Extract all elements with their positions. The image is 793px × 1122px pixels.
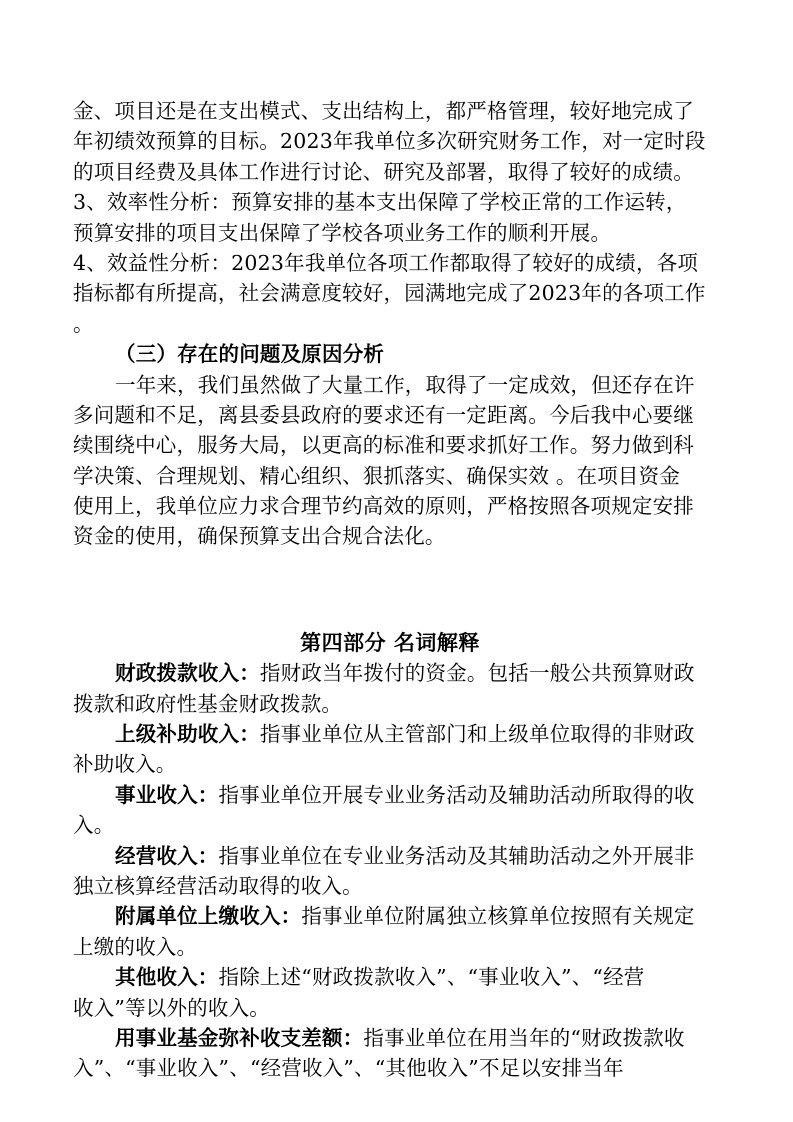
glossary-entry <box>73 780 715 841</box>
glossary-entry <box>73 1023 715 1084</box>
text-line: 年初绩效预算的目标。2023年我单位多次研究财务工作，对一定时段 <box>73 129 706 154</box>
text-line: 指标都有所提高，社会满意度较好，园满地完成了2023年的各项工作 <box>73 281 706 306</box>
glossary-definition: 指事业单位开展专业业务活动及辅助活动所取得的收 <box>218 782 695 807</box>
text-line: 多问题和不足，离县委县政府的要求还有一定距离。今后我中心要继 <box>73 402 694 427</box>
glossary-entry <box>73 901 715 962</box>
text-line: 的项目经费及具体工作进行讨论、研究及部署，取得了较好的成绩。 <box>73 159 694 184</box>
text-line: 预算安排的项目支出保障了学校各项业务工作的顺利开展。 <box>73 220 612 245</box>
text-line: 使用上，我单位应力求合理节约高效的原则，严格按照各项规定安排 <box>73 494 694 519</box>
section-heading: （三）存在的问题及原因分析 <box>115 342 385 367</box>
part-title: 第四部分 名词解释 <box>300 630 480 655</box>
section-gap <box>73 552 715 628</box>
text-line: 收入”等以外的收入。 <box>73 995 270 1020</box>
glossary-definition: 指除上述“财政拨款收入”、“事业收入”、“经营 <box>218 965 645 990</box>
glossary-definition: 指财政当年拨付的资金。包括一般公共预算财政 <box>259 661 695 686</box>
glossary-term: 上级补助收入： <box>115 722 260 747</box>
text-line: 金、项目还是在支出模式、支出结构上，都严格管理，较好地完成了 <box>73 99 694 123</box>
text-line: 。 <box>73 311 94 336</box>
glossary-term: 用事业基金弥补收支差额： <box>115 1025 364 1050</box>
glossary-definition: 指事业单位在用当年的“财政拨款收 <box>363 1025 685 1050</box>
glossary-entry <box>73 841 715 902</box>
text-line: 独立核算经营活动取得的收入。 <box>73 873 363 898</box>
glossary-definition: 指事业单位从主管部门和上级单位取得的非财政 <box>259 722 695 747</box>
glossary-entry <box>73 658 715 719</box>
document-page <box>73 96 715 1084</box>
text-line: 入”、“事业收入”、“经营收入”、“其他收入”不足以安排当年 <box>73 1056 624 1081</box>
text-line: 续围绕中心，服务大局，以更高的标准和要求抓好工作。努力做到科 <box>73 433 694 458</box>
benefit-analysis-line: 4、效益性分析：2023年我单位各项工作都取得了较好的成绩，各项 <box>73 250 699 275</box>
text-line: 一年来，我们虽然做了大量工作，取得了一定成效，但还存在许 <box>115 372 695 397</box>
glossary-term: 其他收入： <box>115 965 219 990</box>
glossary-term: 事业收入： <box>115 782 219 807</box>
text-line: 学决策、合理规划、精心组织、狠抓落实、确保实效 。在项目资金 <box>73 463 681 488</box>
text-line: 资金的使用，确保预算支出合规合法化。 <box>73 524 446 549</box>
glossary-entry <box>73 719 715 780</box>
text-line: 上缴的收入。 <box>73 934 198 959</box>
problems-section <box>73 339 715 552</box>
text-line: 拨款和政府性基金财政拨款。 <box>73 691 343 716</box>
glossary-definition: 指事业单位在专业业务活动及其辅助活动之外开展非 <box>218 843 695 868</box>
glossary-entry <box>73 962 715 1023</box>
glossary-term: 附属单位上缴收入： <box>115 904 302 929</box>
glossary-section <box>73 628 715 1084</box>
glossary-term: 经营收入： <box>115 843 219 868</box>
glossary-term: 财政拨款收入： <box>115 661 260 686</box>
text-line: 补助收入。 <box>73 752 177 777</box>
efficiency-analysis-line: 3、效率性分析：预算安排的基本支出保障了学校正常的工作运转， <box>73 190 687 215</box>
glossary-definition: 指事业单位附属独立核算单位按照有关规定 <box>301 904 695 929</box>
performance-analysis-continuation <box>73 96 715 339</box>
text-line: 入。 <box>73 813 115 838</box>
